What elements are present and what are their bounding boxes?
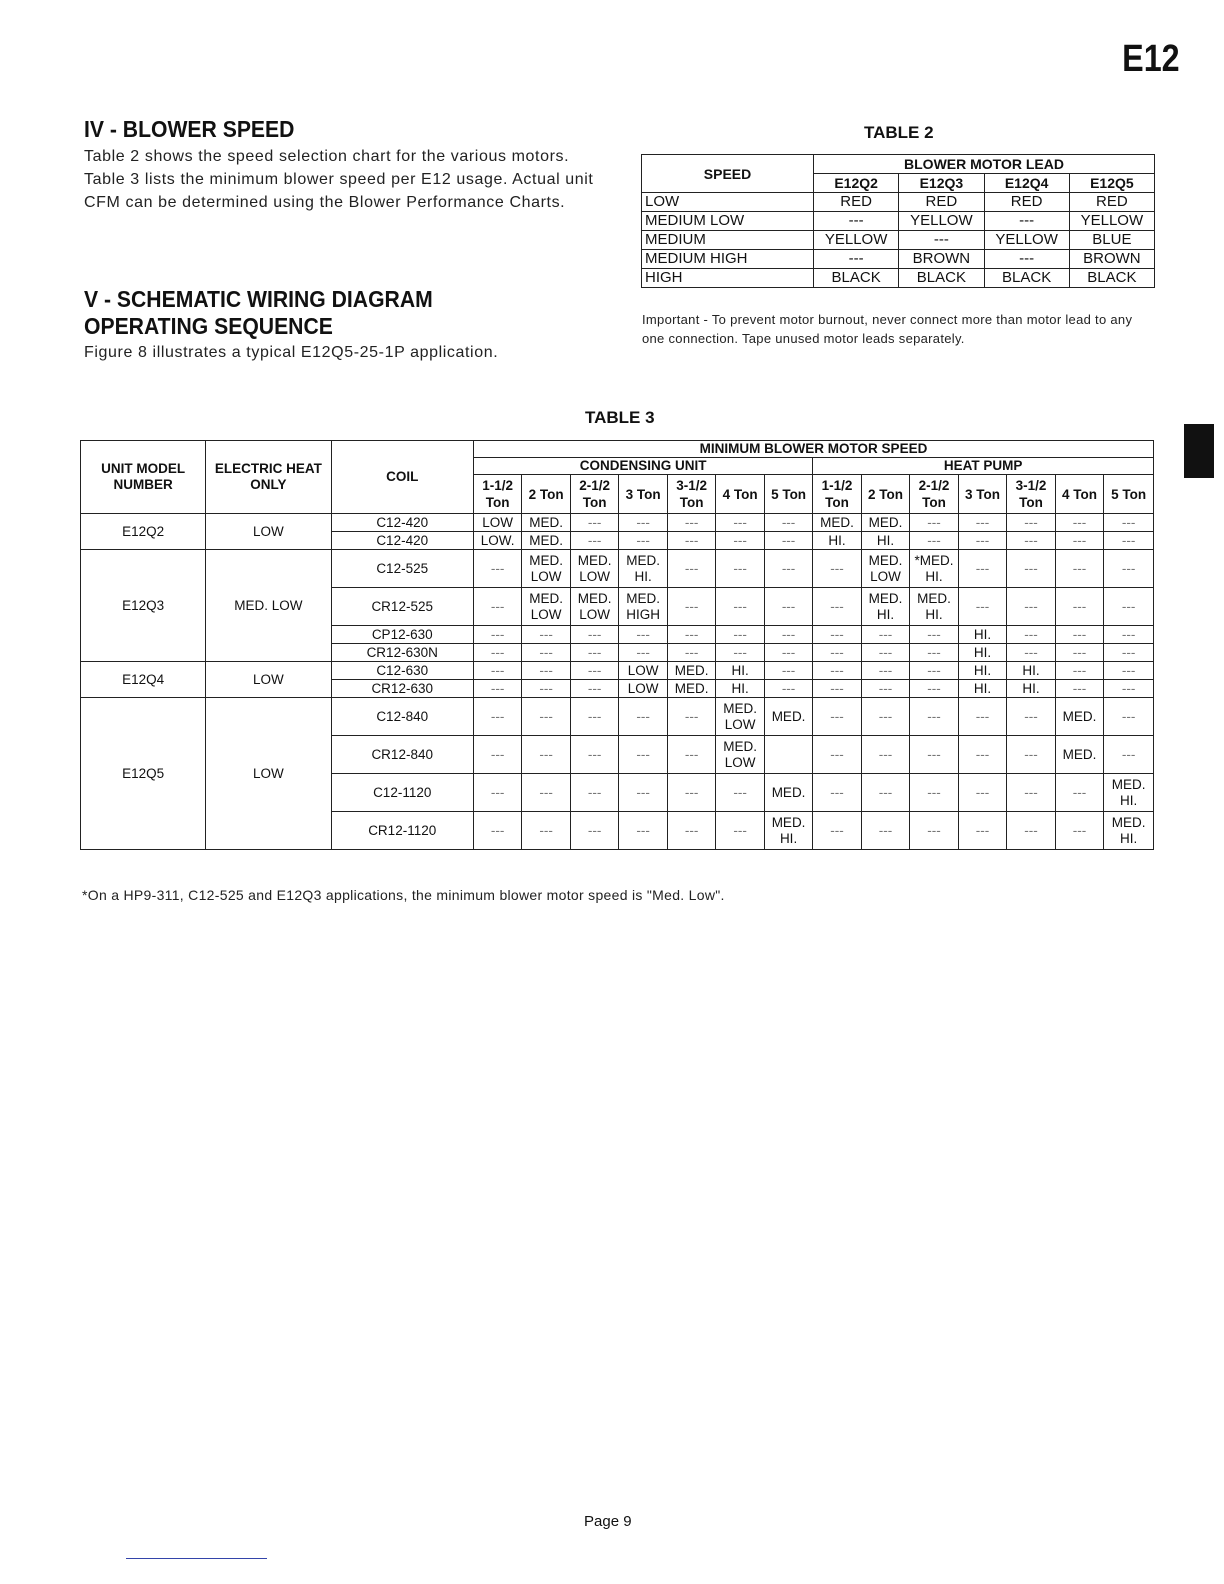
table3-unit-header: UNIT MODEL NUMBER	[81, 441, 206, 514]
table3-condensing-cell: ---	[716, 774, 764, 812]
table3-condensing-cell: ---	[619, 514, 667, 532]
table3-condensing-cell: ---	[570, 662, 618, 680]
page-number: Page 9	[584, 1513, 632, 1530]
table3-condensing-cell: ---	[716, 588, 764, 626]
table2-value-cell: RED	[984, 193, 1069, 212]
table3-heatpump-cell: ---	[1055, 550, 1103, 588]
table3-heatpump-cell: ---	[958, 588, 1006, 626]
table2-value-cell: ---	[984, 212, 1069, 231]
table3-heatpump-cell: ---	[813, 812, 861, 850]
table3-coil-cell: CP12-630	[331, 626, 473, 644]
table3-model-cell: E12Q4	[81, 662, 206, 698]
table3-heatpump-cell: MED.	[861, 514, 909, 532]
table3-heatpump-cell: ---	[813, 662, 861, 680]
table3-condensing-cell: ---	[619, 812, 667, 850]
table3-electric-cell: LOW	[206, 514, 331, 550]
table3-condensing-cell: MED. LOW	[716, 736, 764, 774]
table3-condensing-cell: ---	[764, 550, 812, 588]
table2-value-cell: BROWN	[1069, 250, 1154, 269]
table3-condensing-cell: ---	[716, 514, 764, 532]
table3-minimum-blower-motor-speed	[80, 440, 1154, 850]
table3-condensing-cell: ---	[667, 812, 715, 850]
table2-column-header: E12Q4	[984, 174, 1069, 193]
table3-heatpump-cell: ---	[1055, 532, 1103, 550]
table2-caption: TABLE 2	[864, 123, 934, 142]
table3-heatpump-cell: MED. HI.	[1104, 774, 1154, 812]
table3-heatpump-cell: MED. HI.	[1104, 812, 1154, 850]
table3-heatpump-cell: ---	[813, 644, 861, 662]
table3-heatpump-cell: ---	[1055, 644, 1103, 662]
table2-value-cell: BLACK	[899, 269, 984, 288]
table3-condensing-cell: ---	[764, 680, 812, 698]
table3-heatpump-cell: ---	[1055, 588, 1103, 626]
table2-speed-header: SPEED	[642, 155, 814, 193]
table3-heatpump-cell: ---	[1055, 774, 1103, 812]
table-row	[642, 269, 1155, 288]
table2-value-cell: BLACK	[984, 269, 1069, 288]
table3-heatpump-cell: ---	[861, 774, 909, 812]
table3-condensing-tonnage-header: 2-1/2 Ton	[570, 475, 618, 514]
table3-heatpump-tonnage-header: 4 Ton	[1055, 475, 1103, 514]
table3-condensing-cell: ---	[570, 680, 618, 698]
table3-heatpump-cell: MED. LOW	[861, 550, 909, 588]
table2-value-cell: RED	[1069, 193, 1154, 212]
table-row	[642, 250, 1155, 269]
table3-heatpump-cell: ---	[861, 812, 909, 850]
table3-heatpump-cell: ---	[1007, 644, 1055, 662]
table3-heatpump-cell: ---	[1104, 662, 1154, 680]
table3-condensing-cell: ---	[570, 698, 618, 736]
table2-value-cell: BLACK	[1069, 269, 1154, 288]
table3-condensing-cell: MED.	[522, 514, 570, 532]
table3-condensing-cell: ---	[522, 662, 570, 680]
table3-heatpump-cell: ---	[910, 532, 958, 550]
table3-heatpump-cell: ---	[1055, 662, 1103, 680]
table3-condensing-cell: ---	[764, 662, 812, 680]
table3-heatpump-cell: ---	[910, 774, 958, 812]
table3-heatpump-cell: ---	[1104, 550, 1154, 588]
table2-value-cell: ---	[899, 231, 984, 250]
table3-condensing-tonnage-header: 2 Ton	[522, 475, 570, 514]
table3-heatpump-cell: ---	[1104, 626, 1154, 644]
table3-heatpump-cell: ---	[813, 698, 861, 736]
table3-heatpump-cell: ---	[861, 662, 909, 680]
table3-heatpump-cell: ---	[1007, 532, 1055, 550]
table3-heatpump-tonnage-header: 3 Ton	[958, 475, 1006, 514]
table3-heatpump-cell: ---	[813, 774, 861, 812]
table3-condensing-tonnage-header: 1-1/2 Ton	[473, 475, 521, 514]
table-row	[81, 514, 1154, 532]
table3-heatpump-cell: ---	[813, 680, 861, 698]
table3-heatpump-cell: ---	[910, 514, 958, 532]
table2-value-cell: ---	[984, 250, 1069, 269]
table3-condensing-cell: ---	[570, 774, 618, 812]
section-tab-marker	[1184, 424, 1214, 478]
table3-heatpump-cell: ---	[1007, 626, 1055, 644]
table3-condensing-cell: MED. LOW	[522, 588, 570, 626]
table3-condensing-cell: MED.	[667, 662, 715, 680]
table3-heatpump-cell: MED.	[813, 514, 861, 532]
table3-condensing-cell: ---	[716, 644, 764, 662]
table3-condensing-cell: ---	[570, 736, 618, 774]
table3-heatpump-cell: MED. HI.	[861, 588, 909, 626]
table2-value-cell: ---	[814, 250, 899, 269]
table3-heatpump-cell: ---	[813, 550, 861, 588]
table3-electric-header: ELECTRIC HEAT ONLY	[206, 441, 331, 514]
table-row	[81, 550, 1154, 588]
table3-condensing-cell: ---	[667, 514, 715, 532]
table3-coil-cell: C12-630	[331, 662, 473, 680]
table3-heatpump-cell: MED. HI.	[910, 588, 958, 626]
table3-condensing-cell: ---	[764, 644, 812, 662]
section-v-heading-line2: OPERATING SEQUENCE	[84, 313, 333, 339]
table3-condensing-cell: MED. LOW	[570, 550, 618, 588]
table2-group-header: BLOWER MOTOR LEAD	[814, 155, 1155, 174]
table2-value-cell: YELLOW	[899, 212, 984, 231]
table2-column-header: E12Q5	[1069, 174, 1154, 193]
table3-top-header: MINIMUM BLOWER MOTOR SPEED	[473, 441, 1153, 458]
table3-condensing-header: CONDENSING UNIT	[473, 458, 812, 475]
table3-condensing-cell: ---	[522, 626, 570, 644]
table3-condensing-cell: ---	[619, 644, 667, 662]
table3-heatpump-cell: ---	[861, 736, 909, 774]
table3-heatpump-cell: ---	[958, 698, 1006, 736]
table3-heatpump-cell: ---	[861, 680, 909, 698]
table3-condensing-cell: MED.	[522, 532, 570, 550]
table3-heatpump-cell: HI.	[813, 532, 861, 550]
table3-condensing-cell: ---	[764, 626, 812, 644]
table3-heatpump-cell: ---	[1055, 514, 1103, 532]
table3-condensing-cell: MED.	[764, 774, 812, 812]
table3-heatpump-cell: ---	[1055, 812, 1103, 850]
table3-heatpump-header: HEAT PUMP	[813, 458, 1154, 475]
table3-condensing-cell: ---	[522, 680, 570, 698]
table3-condensing-cell: ---	[619, 626, 667, 644]
table3-model-cell: E12Q5	[81, 698, 206, 850]
table3-condensing-cell: ---	[473, 588, 521, 626]
table2-speed-cell: MEDIUM LOW	[642, 212, 814, 231]
table3-heatpump-cell: ---	[813, 588, 861, 626]
section-iv-heading: IV - BLOWER SPEED	[84, 116, 295, 142]
section-iv-paragraph: Table 2 shows the speed selection chart for the various motors. Table 3 lists the minimum blower speed per E12 usage. Actual unit CFM can be determined using the Blower Performance Charts.	[84, 148, 594, 211]
table3-heatpump-cell: ---	[1007, 698, 1055, 736]
table3-heatpump-cell: HI.	[958, 662, 1006, 680]
table3-heatpump-tonnage-header: 5 Ton	[1104, 475, 1154, 514]
table2-value-cell: BLUE	[1069, 231, 1154, 250]
table3-condensing-cell: ---	[473, 626, 521, 644]
table3-heatpump-cell: ---	[910, 644, 958, 662]
table3-condensing-cell: ---	[667, 736, 715, 774]
table-row	[642, 193, 1155, 212]
table2-value-cell: BROWN	[899, 250, 984, 269]
table3-condensing-cell: ---	[619, 774, 667, 812]
table3-heatpump-cell: ---	[1104, 736, 1154, 774]
table3-condensing-cell: MED. LOW	[522, 550, 570, 588]
table3-condensing-cell: ---	[764, 514, 812, 532]
table3-condensing-cell: LOW	[619, 680, 667, 698]
table3-heatpump-cell: HI.	[958, 644, 1006, 662]
table3-condensing-cell: ---	[667, 532, 715, 550]
table3-condensing-cell: ---	[570, 532, 618, 550]
document-id: E12	[1122, 38, 1180, 80]
table3-heatpump-cell: ---	[1104, 588, 1154, 626]
table3-condensing-cell: MED.	[667, 680, 715, 698]
table3-condensing-cell: MED.	[764, 698, 812, 736]
footer-rule	[126, 1558, 267, 1559]
table3-condensing-cell: ---	[473, 736, 521, 774]
table3-condensing-cell: LOW.	[473, 532, 521, 550]
table3-condensing-cell: ---	[473, 774, 521, 812]
table3-condensing-cell: ---	[764, 588, 812, 626]
table3-condensing-cell: ---	[716, 626, 764, 644]
table3-heatpump-cell: ---	[861, 626, 909, 644]
table3-heatpump-cell: ---	[1007, 774, 1055, 812]
table3-condensing-cell: ---	[667, 588, 715, 626]
table2-speed-cell: HIGH	[642, 269, 814, 288]
table3-heatpump-cell: ---	[910, 626, 958, 644]
table3-coil-cell: C12-525	[331, 550, 473, 588]
table3-condensing-cell: ---	[473, 698, 521, 736]
table3-heatpump-cell: ---	[1007, 514, 1055, 532]
table3-condensing-cell: ---	[522, 812, 570, 850]
table3-heatpump-tonnage-header: 2-1/2 Ton	[910, 475, 958, 514]
table3-condensing-cell: MED. LOW	[570, 588, 618, 626]
table3-heatpump-cell: ---	[1104, 680, 1154, 698]
table3-model-cell: E12Q3	[81, 550, 206, 662]
table3-heatpump-cell: ---	[910, 680, 958, 698]
table3-heatpump-cell: MED.	[1055, 736, 1103, 774]
table3-heatpump-cell: ---	[1007, 736, 1055, 774]
table3-condensing-cell: ---	[716, 550, 764, 588]
table3-heatpump-tonnage-header: 1-1/2 Ton	[813, 475, 861, 514]
table3-coil-cell: C12-420	[331, 514, 473, 532]
table3-coil-cell: CR12-525	[331, 588, 473, 626]
table3-heatpump-cell: ---	[1055, 626, 1103, 644]
table3-heatpump-cell: ---	[1104, 698, 1154, 736]
table3-coil-cell: CR12-840	[331, 736, 473, 774]
table3-heatpump-cell: ---	[861, 644, 909, 662]
table3-condensing-cell: LOW	[619, 662, 667, 680]
table3-condensing-cell: ---	[473, 662, 521, 680]
table3-heatpump-tonnage-header: 3-1/2 Ton	[1007, 475, 1055, 514]
table3-heatpump-cell: ---	[1104, 514, 1154, 532]
table3-heatpump-cell: ---	[958, 550, 1006, 588]
table3-condensing-cell: ---	[716, 532, 764, 550]
table2-value-cell: ---	[814, 212, 899, 231]
table3-condensing-cell: HI.	[716, 662, 764, 680]
table3-condensing-cell: ---	[619, 698, 667, 736]
table3-condensing-cell: ---	[522, 736, 570, 774]
table-row	[81, 662, 1154, 680]
table3-condensing-cell: ---	[667, 644, 715, 662]
table3-heatpump-cell: ---	[910, 662, 958, 680]
table2-speed-cell: MEDIUM HIGH	[642, 250, 814, 269]
table3-heatpump-cell: HI.	[1007, 680, 1055, 698]
table3-condensing-cell: ---	[473, 550, 521, 588]
table2-blower-motor-lead	[641, 154, 1155, 288]
table3-heatpump-cell: ---	[958, 514, 1006, 532]
table3-heatpump-tonnage-header: 2 Ton	[861, 475, 909, 514]
table2-column-header: E12Q2	[814, 174, 899, 193]
table3-footnote: *On a HP9-311, C12-525 and E12Q3 applications, the minimum blower motor speed is "Med. Low".	[82, 887, 725, 903]
table3-condensing-cell: HI.	[716, 680, 764, 698]
table2-value-cell: YELLOW	[1069, 212, 1154, 231]
table3-condensing-cell: ---	[570, 644, 618, 662]
table3-condensing-cell: ---	[570, 514, 618, 532]
table3-heatpump-cell: ---	[813, 626, 861, 644]
table3-coil-cell: CR12-630	[331, 680, 473, 698]
table3-coil-cell: CR12-630N	[331, 644, 473, 662]
table3-condensing-cell: MED. HI.	[764, 812, 812, 850]
table2-note: Important - To prevent motor burnout, never connect more than motor lead to any one connection. Tape unused motor leads separately.	[642, 312, 1133, 346]
table2-value-cell: YELLOW	[814, 231, 899, 250]
table3-coil-cell: CR12-1120	[331, 812, 473, 850]
table3-condensing-cell: MED. HI.	[619, 550, 667, 588]
table3-condensing-cell: ---	[473, 680, 521, 698]
table3-condensing-cell: ---	[667, 626, 715, 644]
table2-speed-cell: MEDIUM	[642, 231, 814, 250]
table3-coil-cell: C12-840	[331, 698, 473, 736]
table3-heatpump-cell: ---	[910, 812, 958, 850]
table3-condensing-tonnage-header: 5 Ton	[764, 475, 812, 514]
table3-electric-cell: LOW	[206, 662, 331, 698]
table3-heatpump-cell: ---	[910, 736, 958, 774]
table-row	[642, 212, 1155, 231]
table3-heatpump-cell: MED.	[1055, 698, 1103, 736]
table3-heatpump-cell: ---	[1007, 550, 1055, 588]
table3-heatpump-cell: ---	[958, 812, 1006, 850]
table3-model-cell: E12Q2	[81, 514, 206, 550]
table3-condensing-cell: ---	[619, 736, 667, 774]
table2-column-header: E12Q3	[899, 174, 984, 193]
table3-condensing-cell: ---	[473, 644, 521, 662]
table3-condensing-cell: ---	[667, 550, 715, 588]
table3-coil-header: COIL	[331, 441, 473, 514]
table-row	[642, 231, 1155, 250]
table3-condensing-cell: ---	[522, 774, 570, 812]
table3-condensing-cell: ---	[522, 698, 570, 736]
table3-heatpump-cell: ---	[1055, 680, 1103, 698]
table3-heatpump-cell: ---	[813, 736, 861, 774]
table3-electric-cell: MED. LOW	[206, 550, 331, 662]
table3-heatpump-cell: *MED. HI.	[910, 550, 958, 588]
section-v-heading-line1: V - SCHEMATIC WIRING DIAGRAM	[84, 286, 433, 312]
table3-heatpump-cell: ---	[910, 698, 958, 736]
table3-condensing-tonnage-header: 3 Ton	[619, 475, 667, 514]
table3-condensing-tonnage-header: 3-1/2 Ton	[667, 475, 715, 514]
table2-value-cell: RED	[814, 193, 899, 212]
table3-condensing-cell: MED. HIGH	[619, 588, 667, 626]
table3-coil-cell: C12-1120	[331, 774, 473, 812]
table3-heatpump-cell: HI.	[861, 532, 909, 550]
table3-condensing-tonnage-header: 4 Ton	[716, 475, 764, 514]
table2-value-cell: YELLOW	[984, 231, 1069, 250]
table3-heatpump-cell: ---	[861, 698, 909, 736]
table3-heatpump-cell: ---	[958, 774, 1006, 812]
table3-heatpump-cell: ---	[1104, 644, 1154, 662]
table3-heatpump-cell: HI.	[958, 626, 1006, 644]
table3-heatpump-cell: ---	[1104, 532, 1154, 550]
table3-condensing-cell: ---	[619, 532, 667, 550]
table3-coil-cell: C12-420	[331, 532, 473, 550]
table2-value-cell: BLACK	[814, 269, 899, 288]
table3-condensing-cell: ---	[570, 812, 618, 850]
table3-condensing-cell: ---	[522, 644, 570, 662]
table3-condensing-cell: ---	[764, 532, 812, 550]
table3-heatpump-cell: ---	[958, 532, 1006, 550]
table3-condensing-cell: MED. LOW	[716, 698, 764, 736]
table3-condensing-cell: ---	[570, 626, 618, 644]
table3-electric-cell: LOW	[206, 698, 331, 850]
table2-speed-cell: LOW	[642, 193, 814, 212]
table3-caption: TABLE 3	[585, 408, 655, 427]
table3-condensing-cell: ---	[667, 774, 715, 812]
table-row	[81, 698, 1154, 736]
table3-heatpump-cell: ---	[958, 736, 1006, 774]
table3-condensing-cell: ---	[473, 812, 521, 850]
table3-heatpump-cell: ---	[1007, 588, 1055, 626]
table3-heatpump-cell: ---	[1007, 812, 1055, 850]
table3-heatpump-cell: HI.	[1007, 662, 1055, 680]
table3-heatpump-cell: HI.	[958, 680, 1006, 698]
table3-condensing-cell: ---	[667, 698, 715, 736]
table3-condensing-cell	[764, 736, 812, 774]
table2-value-cell: RED	[899, 193, 984, 212]
table3-condensing-cell: ---	[716, 812, 764, 850]
section-v-paragraph: Figure 8 illustrates a typical E12Q5-25-1P application.	[84, 344, 499, 361]
table3-condensing-cell: LOW	[473, 514, 521, 532]
